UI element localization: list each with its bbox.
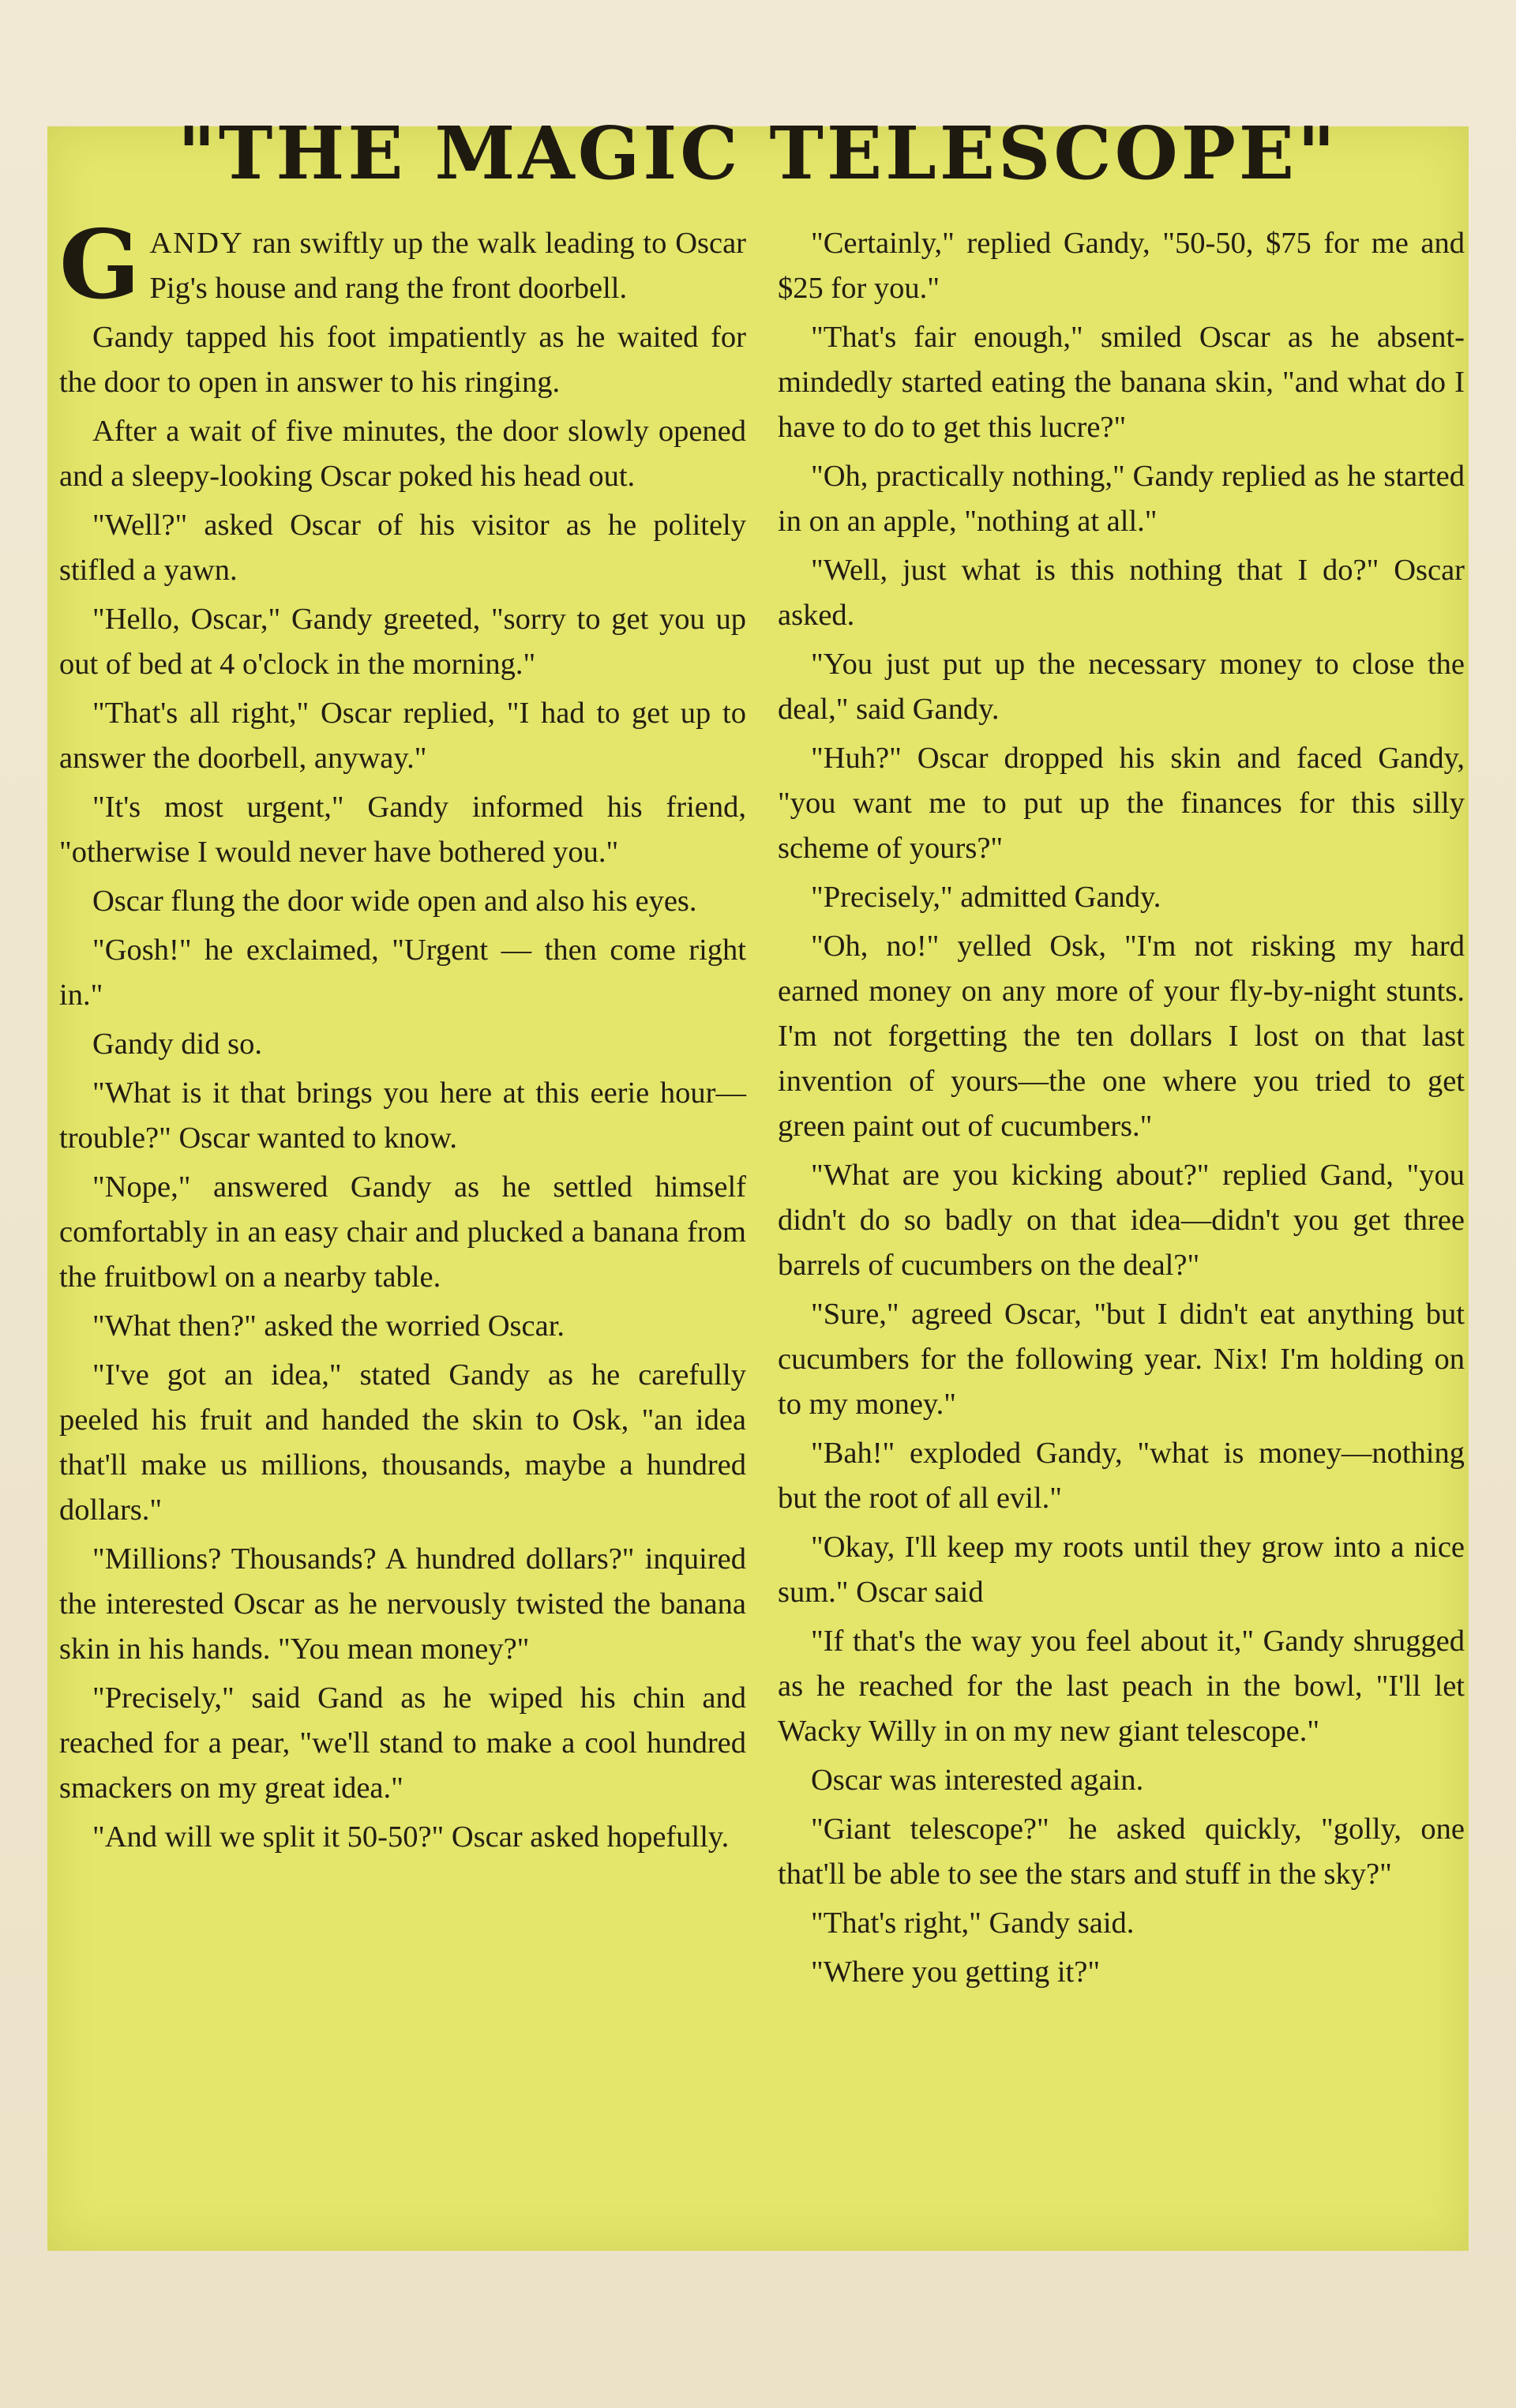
- paragraph: "And will we split it 50-50?" Oscar asked hopefully.: [92, 1820, 730, 1854]
- paragraph: "What is it that brings you here at this eerie hour—trouble?" Oscar wanted to know.: [59, 1076, 746, 1155]
- story-title: "THE MAGIC TELESCOPE": [178, 111, 1338, 196]
- paragraph: Gandy tapped his foot impatiently as he waited for the door to open in answer to his ringing.: [59, 321, 746, 399]
- paragraph: "I've got an idea," stated Gandy as he carefully peeled his fruit and handed the skin to Osk, "an idea that'll make us millions, thousands, maybe a hundred dollars.": [59, 1358, 746, 1527]
- paragraph: "Huh?" Oscar dropped his skin and faced Gandy, "you want me to put up the finances for this silly scheme of yours?": [778, 742, 1465, 865]
- paragraph: "Precisely," said Gand as he wiped his chin and reached for a pear, "we'll stand to make a cool hundred smackers on my great idea.": [59, 1681, 746, 1805]
- paragraph: "Okay, I'll keep my roots until they grow into a nice sum." Oscar said: [778, 1531, 1465, 1609]
- paragraph: "Sure," agreed Oscar, "but I didn't eat anything but cucumbers for the following year. Nix! I'm holding on to my money.": [778, 1298, 1465, 1421]
- paragraph: Oscar flung the door wide open and also his eyes.: [92, 885, 697, 918]
- paragraph: "That's fair enough," smiled Oscar as he absent-mindedly started eating the banana skin, "and what do I have to do to get this lucre?": [778, 321, 1465, 444]
- paragraph: "Certainly," replied Gandy, "50-50, $75 for me and $25 for you.": [778, 227, 1465, 305]
- left-column: [59, 209, 746, 1864]
- opening-caps: ANDY: [149, 227, 244, 260]
- paragraph: "You just put up the necessary money to close the deal," said Gandy.: [778, 648, 1465, 726]
- paragraph: "Nope," answered Gandy as he settled himself comfortably in an easy chair and plucked a banana from the fruitbowl on a nearby table.: [59, 1170, 746, 1294]
- paragraph: "If that's the way you feel about it," Gandy shrugged as he reached for the last peach in the bowl, "I'll let Wacky Willy in on my new giant telescope.": [778, 1625, 1465, 1748]
- paragraph: "Bah!" exploded Gandy, "what is money—nothing but the root of all evil.": [778, 1437, 1465, 1515]
- paragraph: "Oh, no!" yelled Osk, "I'm not risking my hard earned money on any more of your fly-by-night stunts. I'm not forgetting the ten dollars I lost on that last invention of yours—the one where you tried to get green paint out of cucumbers.": [778, 930, 1465, 1143]
- paragraph: "What are you kicking about?" replied Gand, "you didn't do so badly on that idea—didn't you get three barrels of cucumbers on the deal?": [778, 1159, 1465, 1282]
- paragraph: "That's right," Gandy said.: [811, 1906, 1135, 1940]
- paragraph: "It's most urgent," Gandy informed his friend, "otherwise I would never have bothered you.": [59, 791, 746, 869]
- opening-paragraph: [59, 209, 746, 321]
- paragraph: "Well?" asked Oscar of his visitor as he politely stifled a yawn.: [59, 509, 746, 587]
- paragraph: "Well, just what is this nothing that I do?" Oscar asked.: [778, 554, 1465, 632]
- paragraph: "Giant telescope?" he asked quickly, "golly, one that'll be able to see the stars and stuff in the sky?": [778, 1813, 1465, 1891]
- paragraph: Gandy did so.: [92, 1027, 262, 1061]
- paragraph: Oscar was interested again.: [811, 1764, 1144, 1797]
- paragraph: "Hello, Oscar," Gandy greeted, "sorry to get you up out of bed at 4 o'clock in the morning.": [59, 603, 746, 681]
- paragraph: "What then?" asked the worried Oscar.: [92, 1309, 565, 1343]
- paragraph: After a wait of five minutes, the door slowly opened and a sleepy-looking Oscar poked his head out.: [59, 415, 746, 493]
- paragraph: "Millions? Thousands? A hundred dollars?" inquired the interested Oscar as he nervously twisted the banana skin in his hands. "You mean money?": [59, 1542, 746, 1666]
- paragraph: "Oh, practically nothing," Gandy replied as he started in on an apple, "nothing at all.": [778, 460, 1465, 538]
- paragraph: "Where you getting it?": [811, 1955, 1101, 1989]
- paragraph: "Gosh!" he exclaimed, "Urgent — then come right in.": [59, 934, 746, 1012]
- opening-text: ran swiftly up the walk leading to Oscar Pig's house and rang the front doorbell.: [149, 227, 746, 305]
- drop-cap: G: [59, 209, 141, 321]
- right-column: [778, 221, 1465, 1999]
- paragraph: "That's all right," Oscar replied, "I had to get up to answer the doorbell, anyway.": [59, 697, 746, 775]
- paragraph: "Precisely," admitted Gandy.: [811, 881, 1161, 914]
